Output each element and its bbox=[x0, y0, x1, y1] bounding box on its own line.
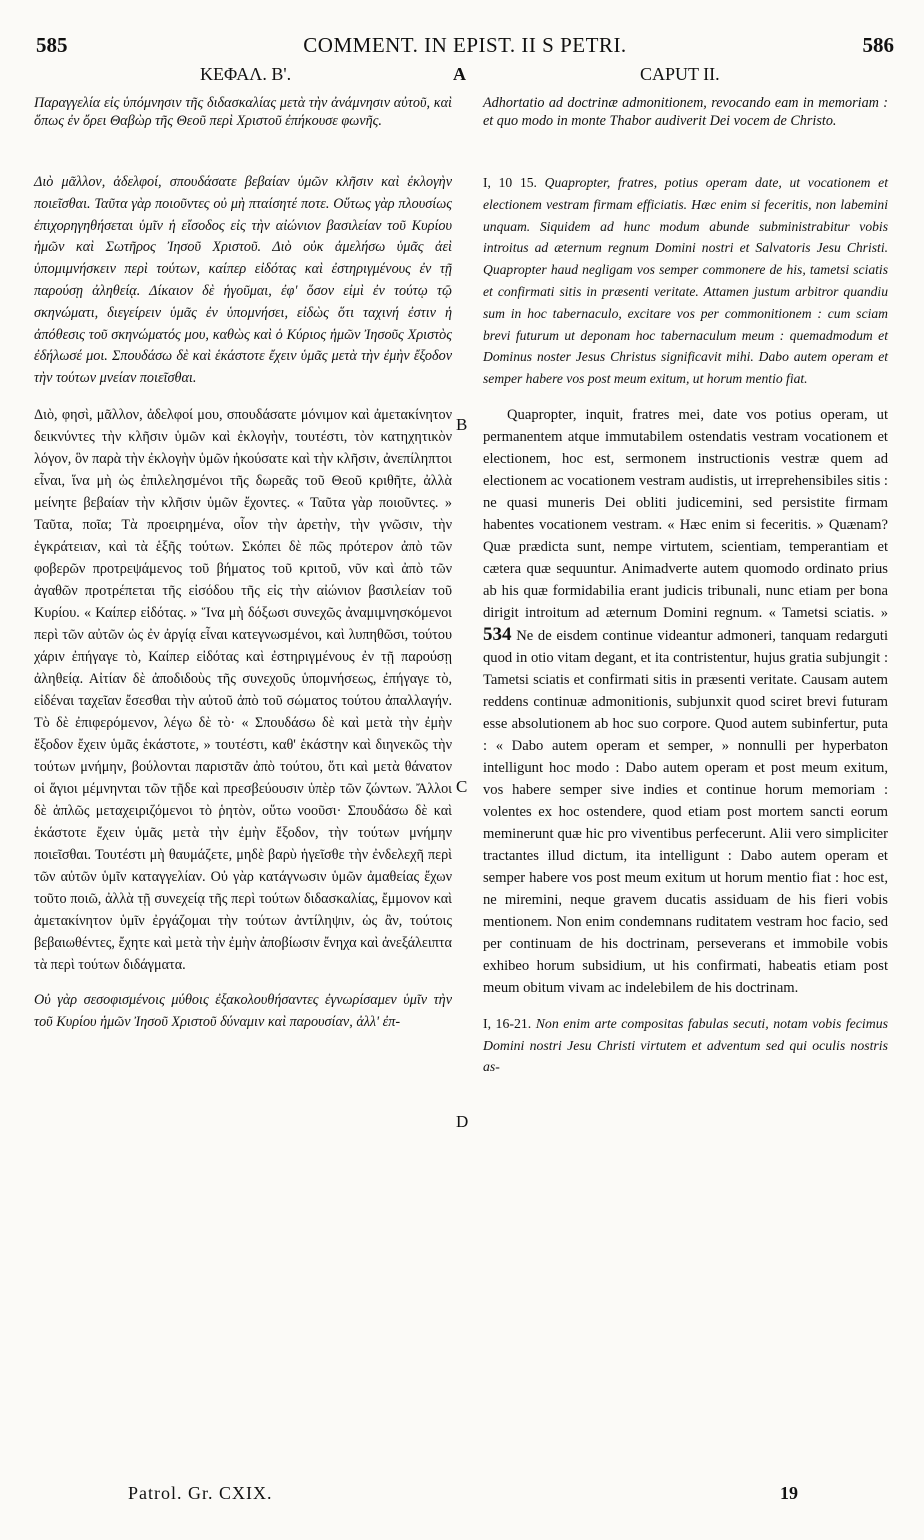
latin-scripture-block bbox=[483, 172, 888, 390]
latin-commentary bbox=[483, 404, 888, 999]
latin-scripture-continuation bbox=[483, 1013, 888, 1078]
latin-column bbox=[483, 95, 888, 1078]
greek-commentary: Διὸ, φησὶ, μᾶλλον, ἀδελφοί μου, σπουδάσατε μόνιμον καὶ ἀμετακίνητον δεικνύντες τὴν κλῆσιν ὑμῶν καὶ ἐκλογὴν, τουτέστι, τὸν κατηχητικὸν λόγον, ὃν παρὰ τὴν ἐκλογὴν ὑμῶν ἠκούσατε καὶ τὴν κλῆσιν, ἀνεπίληπτοι εἶναι, ἵνα μὴ ὡς ἐπιλελησμένοι τῆς δωρεᾶς τοῦ Θεοῦ κριθῆτε, ἀλλὰ μείνητε βεβαίαν τὴν κλῆσιν ὑμῶν ἔχοντες. « Ταῦτα γὰρ ποιοῦντες. » Ταῦτα, ποῖα; Τὰ προειρημένα, οἷον τὴν ἀρετὴν, τὴν γνῶσιν, τὴν ἐγκράτειαν, καὶ τὰ ἑξῆς τούτων. Σκόπει δὲ πῶς πρότερον ἀπὸ τῶν φοβερῶν προτρεψάμενος τοῦ βήματος τοῦ κριτοῦ, νῦν καὶ ἀπὸ τῶν ἀγαθῶν προτρέπεται τῆς εἰσόδου τῆς εἰς τὴν αἰώνιον βασιλείαν τοῦ Κυρίου. « Καίπερ εἰδότας. » Ἵνα μὴ δόξωσι συνεχῶς ἀναμιμνησκόμενοι περὶ τῶν αὐτῶν ὡς ἐν ἀργίᾳ εἶναι κατεγνωσμένοι, καὶ λυπηθῶσι, τούτου χάριν ἐπήγαγε τὸ, Καίπερ εἰδότας καὶ ἐστηριγμένους ἐν τῇ παρούσῃ ἀληθείᾳ. Αἰτίαν δὲ ἀποδιδοὺς τῆς συνεχοῦς ὑπομνήσεως, ἐπήγαγε τὸ, εἰδέναι ταχεῖαν ἔσεσθαι τὴν αὐτοῦ ἀπὸ τοῦ σώματος τούτου ἀπαλλαγήν. Τὸ δὲ ἐπιφερόμενον, λέγω δὲ τὸ· « Σπουδάσω δὲ καὶ μετὰ τὴν ἐμὴν ἔξοδον ἔχειν ὑμᾶς ἑκάστοτε, » τουτέστι, καθ' ἑκάστην καὶ διηνεκῶς τὴν τούτων μνήμην, βούλονται παριστᾶν ἀπὸ τούτου, ὅτι καὶ μετὰ θάνατον οἱ ἅγιοι μέμνηνται τῶν τῇδε καὶ πρεσβεύουσιν ὑπὲρ τῶν ζώντων. Ἄλλοι δὲ ἁπλῶς μεταχειριζόμενοι τὸ ῥητὸν, οὕτω νοοῦσι· Σπουδάσω δὲ καὶ ἑκάστοτε ἔχειν ὑμᾶς μετὰ τὴν ἐμὴν ἔξοδον, τὴν τούτων μνήμην ποιεῖσθαι. Τουτέστι μὴ θαυμάζετε, μηδὲ βαρὺ ἡγεῖσθε τὴν ἐνδελεχῆ περὶ τῶν αὐτῶν ὑμῖν καταγγελίαν. Οὐ γὰρ κατάγνωσιν ὑμῶν ἀμαθείας ἔχων τοῦτο ποιῶ, ἀλλὰ τῇ συνεχείᾳ τῆς περὶ τούτων διδασκαλίας, ἔμμονον καὶ ἀμετακίνητον ὑμῖν ἐργάζομαι τὴν τούτων ἀντίληψιν, ὡς ἂν, τούτοις βεβαιωθέντες, ἔχητε καὶ μετὰ τὴν ἐμὴν ἀποβίωσιν ἔνηχα καὶ ἀνεξάλειπτα τὰ περὶ τούτων διδάγματα. bbox=[34, 406, 452, 973]
latin-chapter-heading: CAPUT II. bbox=[640, 64, 720, 84]
final-verse-reference: I, 16-21. bbox=[483, 1015, 532, 1031]
greek-scripture-continuation: Οὐ γὰρ σεσοφισμένοις μύθοις ἐξακολουθήσαντες ἐγνωρίσαμεν ὑμῖν τὴν τοῦ Κυρίου ἡμῶν Ἰησοῦ Χριστοῦ δύναμιν καὶ παρουσίαν, ἀλλ' ἐπ- bbox=[34, 991, 452, 1030]
latin-final-text: Non enim arte compositas fabulas secuti, notam vobis fecimus Domini nostri Jesu Christi virtutem et adventum sed qui oculis nostris as- bbox=[483, 1015, 888, 1075]
greek-chapter-heading: ΚΕΦΑΛ. Β'. bbox=[200, 64, 292, 84]
page-number-left: 585 bbox=[36, 33, 68, 57]
section-marker-c: C bbox=[456, 777, 468, 796]
column-number: 534 bbox=[483, 623, 512, 645]
greek-scripture-text: Διὸ μᾶλλον, ἀδελφοί, σπουδάσατε βεβαίαν ὑμῶν κλῆσιν καὶ ἐκλογὴν ποιεῖσθαι. Ταῦτα γὰρ ποιοῦντες οὐ μὴ πταίσητέ ποτε. Οὕτως γὰρ πλουσίως ἐπιχορηγηθήσεται ὑμῖν ἡ εἴσοδος εἰς τὴν αἰώνιον βασιλείαν τοῦ Κυρίου ἡμῶν καὶ Σωτῆρος Ἰησοῦ Χριστοῦ. Διὸ οὐκ ἀμελήσω ὑμᾶς ἀεὶ ὑπομιμνήσκειν περὶ τούτων, καίπερ εἰδότας καὶ ἐστηριγμένους ἐν τῇ παρούσῃ ἀληθείᾳ. Δίκαιον δὲ ἡγοῦμαι, ἐφ' ὅσον εἰμὶ ἐν τούτῳ τῷ σκηνώματι, διεγείρειν ὑμᾶς ἐν ὑπομνήσει, εἰδὼς ὅτι ταχινή ἐστιν ἡ ἀπόθεσις τοῦ σκηνώματός μου, καθὼς καὶ ὁ Κύριος ἡμῶν Ἰησοῦς Χριστὸς ἐδήλωσέ μοι. Σπουδάσω δὲ καὶ ἑκάστοτε ἔχειν ὑμᾶς μετὰ τὴν ἐμὴν ἔξοδον τὴν τούτων μνείαν ποιεῖσθαι. bbox=[34, 174, 452, 387]
section-marker-d: D bbox=[456, 1112, 469, 1131]
latin-chapter-summary: Adhortatio ad doctrinæ admonitionem, revocando eam in memoriam : et quo modo in monte Thabor audiverit Dei vocem de Christo. bbox=[483, 95, 888, 129]
page-number-right: 586 bbox=[862, 33, 894, 57]
greek-chapter-summary: Παραγγελία εἰς ὑπόμνησιν τῆς διδασκαλίας μετὰ τὴν ἀνάμνησιν αὐτοῦ, καὶ ὅπως ἐν ὄρει Θαβὼρ τῆς Θεοῦ περὶ Χριστοῦ ἐπήκουσε φωνῆς. bbox=[34, 95, 452, 129]
greek-column bbox=[34, 95, 452, 1033]
section-marker-b: B bbox=[456, 415, 468, 434]
section-marker-a: A bbox=[453, 64, 466, 84]
footer-signature-number: 19 bbox=[780, 1483, 798, 1503]
verse-reference: I, 10 15. bbox=[483, 175, 537, 190]
latin-scripture-text: Quapropter, fratres, potius operam date, ut vocationem et electionem vestram firmam efficiatis. Hæc enim si feceritis, non labemini unquam. Siquidem ad hunc modum abunde subministrabitur vobis introitus ad æternum regnum Domini nostri et Salvatoris Jesu Christi. Quapropter haud negligam vos semper commonere de his, tametsi sciatis et confirmati sitis in præsenti veritate. Attamen justum arbitror quandiu sum in hoc tabernaculo, excitare vos per commonitionem : cum sciam brevi futurum ut deponam hoc tabernaculum meum : quemadmodum et Dominus noster Jesus Christus significavit mihi. Dabo autem operam et semper habere vos post meum exitum, ut horum mentio fiat. bbox=[483, 175, 888, 387]
latin-commentary-part-a: Quapropter, inquit, fratres mei, date vos potius operam, ut permanentem atque immutabilem ostendatis vestram vocationem et electionem, hoc est, sermonem instructionis vestræ quem ad electionem ac vocationem vestram audistis, ut irreprehensibiles sitis : ne quasi muneris Dei obliti judicemini, sed persistite firmam habentes vocationem vestram. « Hæc enim si feceritis. » Quænam? Quæ prædicta sunt, nempe virtutem, scientiam, temperantiam et cætera quæ sequuntur. Animadverte autem quomodo ordinato prius ab his quæ formidabilia erant judicis tribunali, nunc etiam per bona dirigit introitum ad æternum Domini regnum. « Tametsi sciatis. » bbox=[483, 406, 888, 621]
running-title: COMMENT. IN EPIST. II S PETRI. bbox=[303, 33, 627, 57]
latin-commentary-part-b: Ne de eisdem continue videantur admoneri, tanquam redarguti quod in otio vitam degant, et ita contristentur, hujus gratia subjungit : Tametsi sciatis et confirmati sitis in præsenti veritate. Causam autem reddens continuæ admonitionis, subjunxit quod sciret brevi futuram esse absolutionem ab hoc suo corpore. Quod autem subinfertur, puta : « Dabo autem operam et semper, » nonnulli per hyperbaton intelligunt hoc modo : Dabo autem operam et post meum exitum, vos habere semper sive indies et continue horum memoriam : volentes ex hoc ostendere, quod etiam post mortem sancti eorum meminerunt quæ hic pro viventibus perfecerunt. Alii vero simpliciter tractantes illud dictum, ita intelligunt : Dabo autem operam et semper habere vos post meum exitum ut horum mentio fiat : hoc est, ne miremini, neque gravem ducatis assiduam de his fieri vobis mentionem. Non enim condemnans ruditatem vestram hoc facio, sed per continuam de his doctrinam, perseverans et immobile vobis exhibeo horum subsidium, ut his confirmati, habeatis etiam post meum obitum vivam ac indelebilem de his doctrinam. bbox=[483, 627, 888, 996]
footer-series-label: Patrol. Gr. CXIX. bbox=[128, 1483, 273, 1503]
running-header bbox=[36, 33, 894, 59]
